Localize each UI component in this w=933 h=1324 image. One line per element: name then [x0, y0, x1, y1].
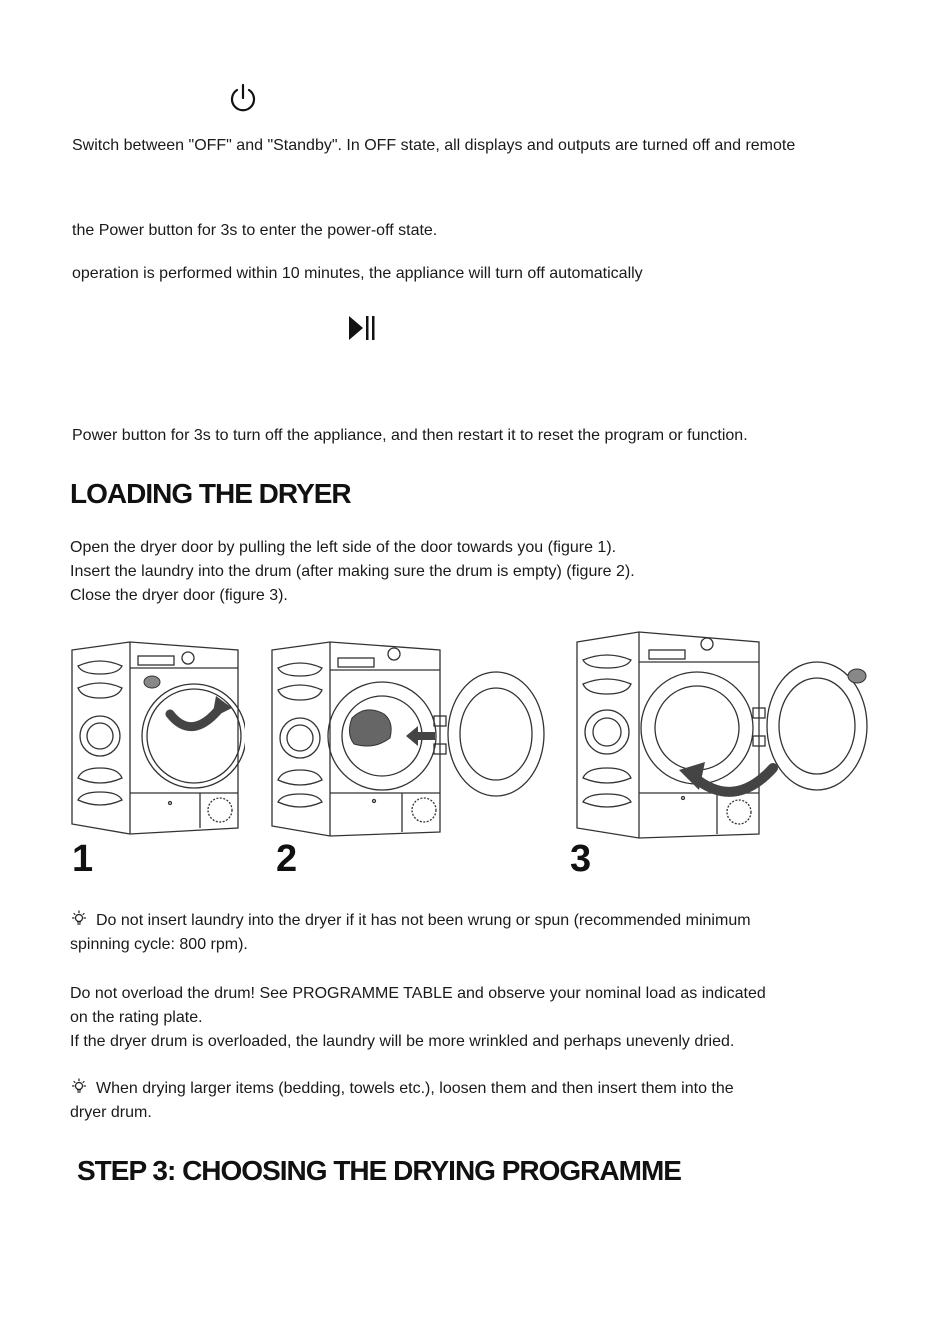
lightbulb-icon — [70, 1078, 88, 1096]
overload-line1: Do not overload the drum! See PROGRAMME TABLE and observe your nominal load as indicated — [70, 985, 766, 1002]
figure-1-dryer-closed — [70, 638, 245, 838]
tip-2-line1 — [70, 1077, 734, 1101]
loading-heading: LOADING THE DRYER — [70, 478, 351, 509]
figure-3-label: 3 — [570, 838, 592, 880]
tip-2-text: When drying larger items (bedding, towels etc.), loosen them and then insert them into the — [96, 1080, 734, 1097]
figure-2-label: 2 — [276, 838, 298, 880]
figure-1-label: 1 — [72, 838, 94, 880]
tip-1-text: Do not insert laundry into the dryer if it has not been wrung or spun (recommended minimum — [96, 912, 751, 929]
overload-line2: on the rating plate. — [70, 1009, 203, 1026]
power-desc-line1: Switch between "OFF" and "Standby". In OFF state, all displays and outputs are turned off and remote — [72, 137, 796, 154]
loading-step-1: Open the dryer door by pulling the left side of the door towards you (figure 1). — [70, 539, 617, 556]
figure-3-dryer-closing — [575, 628, 875, 843]
tip-1-line1 — [70, 909, 751, 933]
step3-heading: STEP 3: CHOOSING THE DRYING PROGRAMME — [77, 1155, 681, 1186]
start-pause-desc-line1: Power button for 3s to turn off the appliance, and then restart it to reset the program or function. — [72, 427, 748, 444]
figure-2-dryer-loading — [270, 638, 550, 838]
tip-2-line2: dryer drum. — [70, 1104, 152, 1121]
tip-1-line2: spinning cycle: 800 rpm). — [70, 936, 248, 953]
power-desc-line2: the Power button for 3s to enter the power-off state. — [72, 222, 438, 239]
loading-step-2: Insert the laundry into the drum (after making sure the drum is empty) (figure 2). — [70, 563, 635, 580]
loading-step-3: Close the dryer door (figure 3). — [70, 587, 288, 604]
lightbulb-icon — [70, 910, 88, 928]
power-desc-line3: operation is performed within 10 minutes, the appliance will turn off automatically — [72, 265, 643, 282]
play-pause-icon — [347, 313, 377, 343]
overload-line3: If the dryer drum is overloaded, the laundry will be more wrinkled and perhaps unevenly dried. — [70, 1033, 735, 1050]
power-icon — [227, 82, 259, 114]
